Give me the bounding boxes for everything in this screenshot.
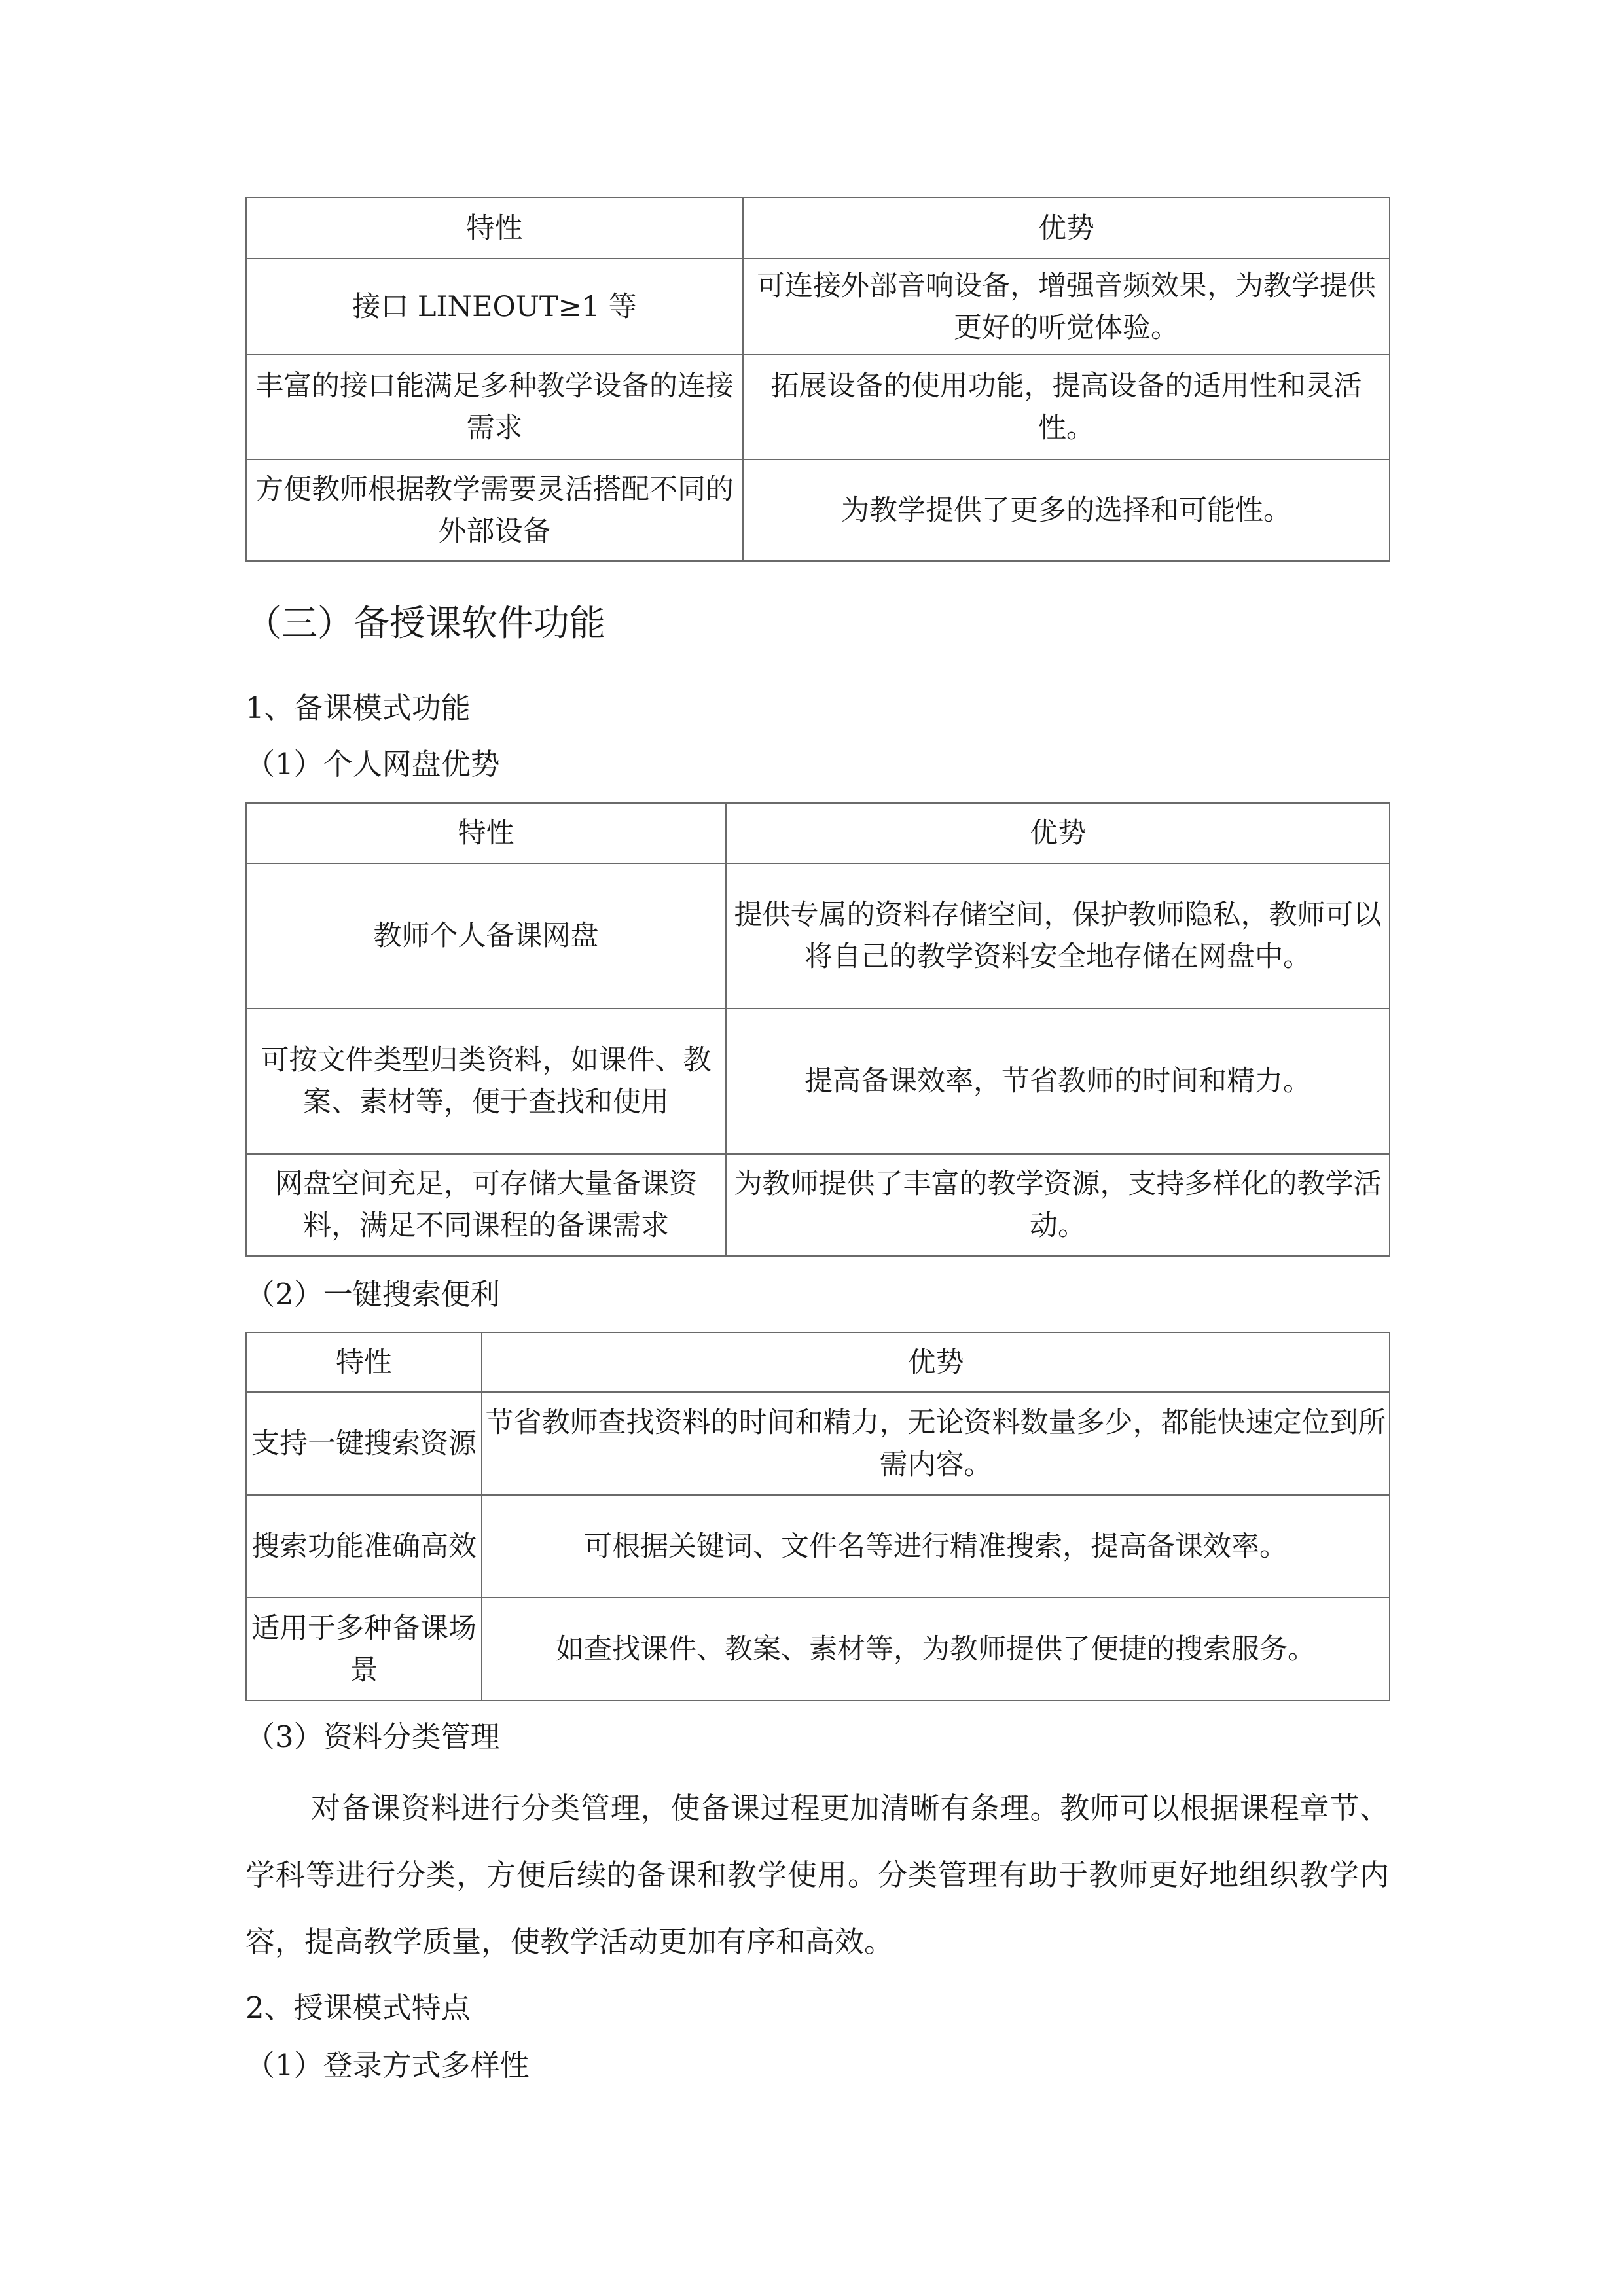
table-row	[246, 1495, 1390, 1598]
section-title: （三）备授课软件功能	[245, 602, 606, 644]
subsection-title: （3）资料分类管理	[245, 1719, 500, 1754]
table-row	[246, 1154, 1390, 1256]
table-row	[246, 1598, 1390, 1700]
table-header-row	[246, 198, 1390, 259]
header-feature: 特性	[246, 198, 743, 259]
table-row	[246, 1392, 1390, 1495]
feature-cell: 支持一键搜索资源	[246, 1392, 482, 1495]
table-row	[246, 355, 1390, 459]
advantage-cell: 提供专属的资料存储空间，保护教师隐私，教师可以将自己的教学资料安全地存储在网盘中。	[726, 863, 1390, 1009]
feature-cell: 方便教师根据教学需要灵活搭配不同的外部设备	[246, 459, 743, 561]
feature-cell: 可按文件类型归类资料，如课件、教案、素材等，便于查找和使用	[246, 1009, 726, 1154]
table-header-row	[246, 803, 1390, 863]
header-advantage: 优势	[743, 198, 1390, 259]
advantage-cell: 如查找课件、教案、素材等，为教师提供了便捷的搜索服务。	[482, 1598, 1390, 1700]
advantage-cell: 为教师提供了丰富的教学资源，支持多样化的教学活动。	[726, 1154, 1390, 1256]
personal-netdisk-table	[245, 802, 1390, 1257]
feature-cell: 接口 LINEOUT≥1 等	[246, 259, 743, 355]
feature-cell: 搜索功能准确高效	[246, 1495, 482, 1598]
feature-cell: 丰富的接口能满足多种教学设备的连接需求	[246, 355, 743, 459]
advantage-cell: 可连接外部音响设备，增强音频效果，为教学提供更好的听觉体验。	[743, 259, 1390, 355]
advantage-cell: 拓展设备的使用功能，提高设备的适用性和灵活性。	[743, 355, 1390, 459]
feature-cell: 适用于多种备课场景	[246, 1598, 482, 1700]
advantage-cell: 为教学提供了更多的选择和可能性。	[743, 459, 1390, 561]
header-advantage: 优势	[482, 1333, 1390, 1392]
table-row	[246, 863, 1390, 1009]
advantage-cell: 节省教师查找资料的时间和精力，无论资料数量多少，都能快速定位到所需内容。	[482, 1392, 1390, 1495]
header-feature: 特性	[246, 1333, 482, 1392]
table-row	[246, 1009, 1390, 1154]
body-paragraph: 对备课资料进行分类管理，使备课过程更加清晰有条理。教师可以根据课程章节、学科等进行分类，方便后续的备课和教学使用。分类管理有助于教师更好地组织教学内容，提高教学质量，使教学活动更加有序和高效。	[245, 1791, 1389, 1959]
subsection-title: （1）个人网盘优势	[245, 747, 500, 781]
advantage-cell: 提高备课效率，节省教师的时间和精力。	[726, 1009, 1390, 1154]
item-title: 2、授课模式特点	[245, 1990, 471, 2025]
feature-cell: 教师个人备课网盘	[246, 863, 726, 1009]
table-row	[246, 459, 1390, 561]
header-advantage: 优势	[726, 803, 1390, 863]
interface-features-table	[245, 197, 1390, 562]
item-title: 1、备课模式功能	[245, 691, 471, 725]
table-header-row	[246, 1333, 1390, 1392]
subsection-title: （1）登录方式多样性	[245, 2048, 530, 2083]
subsection-title: （2）一键搜索便利	[245, 1277, 500, 1312]
header-feature: 特性	[246, 803, 726, 863]
table-row	[246, 259, 1390, 355]
one-click-search-table	[245, 1332, 1390, 1701]
feature-cell: 网盘空间充足，可存储大量备课资料，满足不同课程的备课需求	[246, 1154, 726, 1256]
advantage-cell: 可根据关键词、文件名等进行精准搜索，提高备课效率。	[482, 1495, 1390, 1598]
